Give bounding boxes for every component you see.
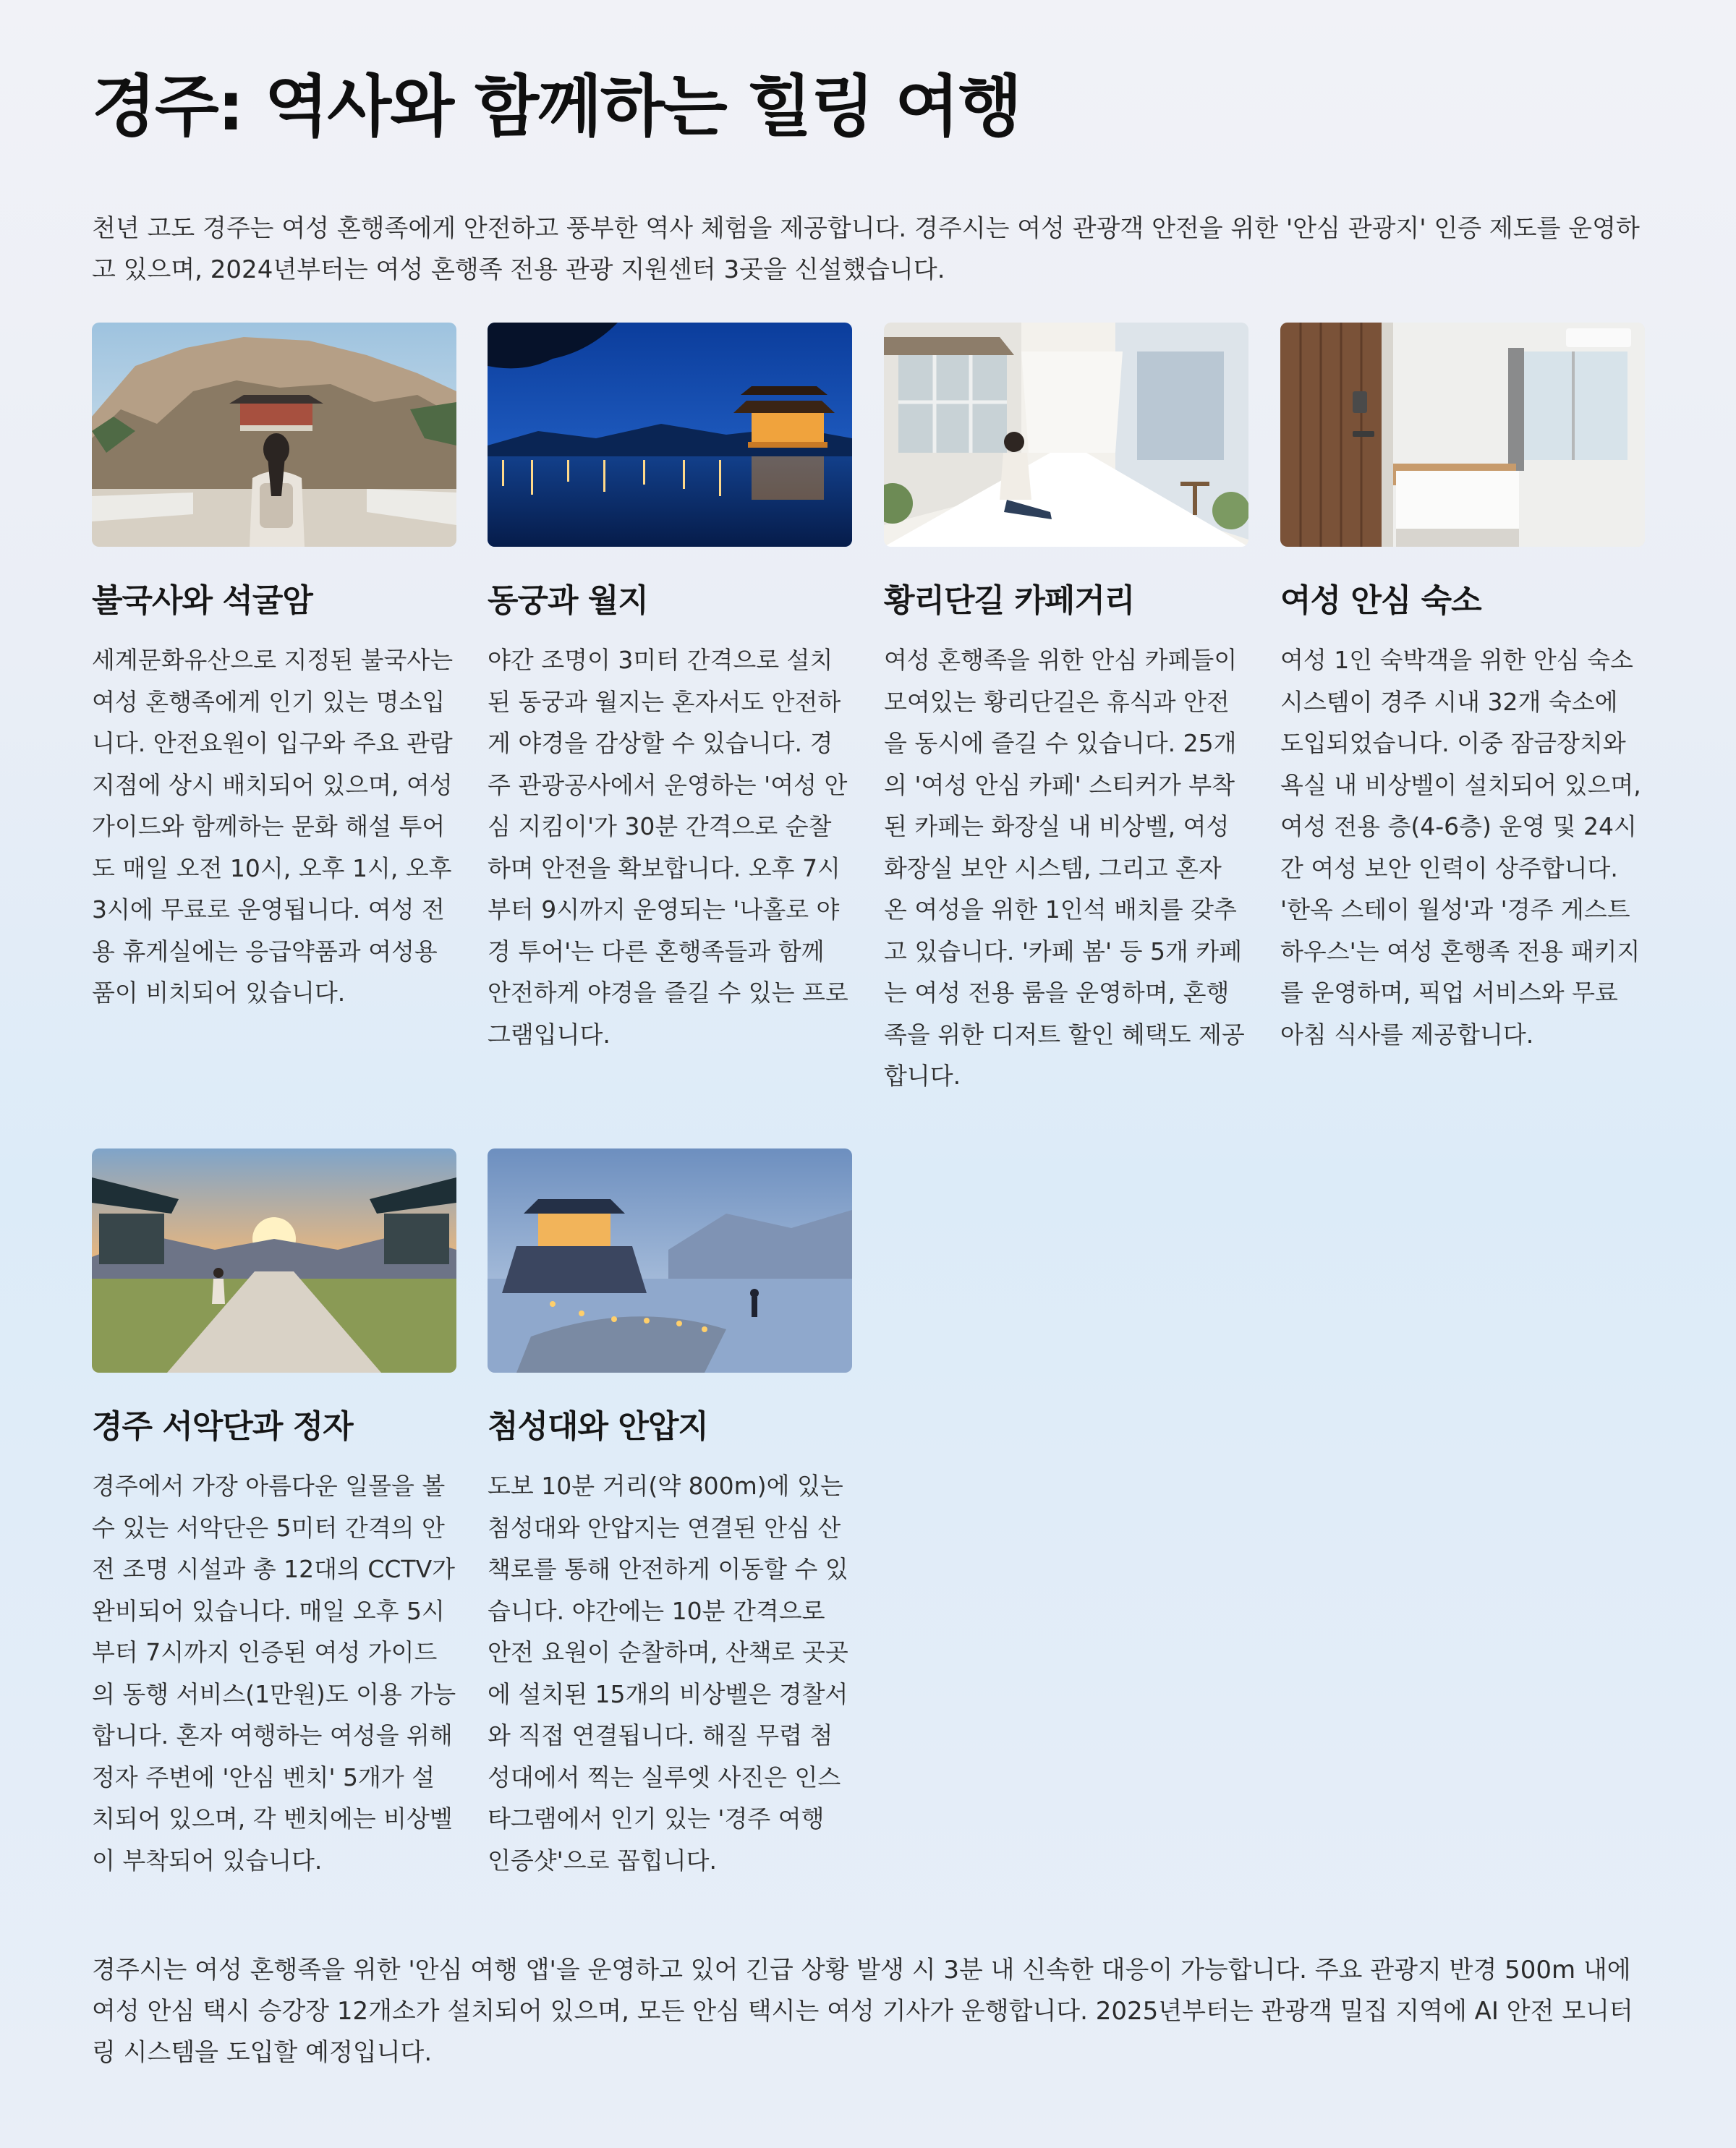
card-body: 도보 10분 거리(약 800m)에 있는 첨성대와 안압지는 연결된 안심 산책로를 통해 안전하게 이동할 수 있습니다. 야간에는 10분 간격으로 안전 요원이 순찰하며, 산책로 곳곳에 설치된 15개의 비상벨은 경찰서와 직접 연결됩니다. 해질 무렵 첨성대에서 찍는 실루엣 사진은 인스타그램에서 인기 있는 '경주 여행 인증샷'으로 꼽힙니다.: [488, 1472, 848, 1875]
intro-paragraph: 천년 고도 경주는 여성 혼행족에게 안전하고 풍부한 역사 체험을 제공합니다. 경주시는 여성 관광객 안전을 위한 '안심 관광지' 인증 제도를 운영하고 있으며, 2024년부터는 여성 혼행족 전용 관광 지원센터 3곳을 신설했습니다.: [92, 214, 1640, 284]
card-body: 경주에서 가장 아름다운 일몰을 볼 수 있는 서악단은 5미터 간격의 안전 조명 시설과 총 12대의 CCTV가 완비되어 있습니다. 매일 오후 5시부터 7시까지 인증된 여성 가이드의 동행 서비스(1만원)도 이용 가능합니다. 혼자 여행하는 여성을 위해 정자 주변에 '안심 벤치' 5개가 설치되어 있으며, 각 벤치에는 비상벨이 부착되어 있습니다.: [92, 1472, 456, 1875]
card-donggung-wolji: [488, 323, 852, 1055]
card-seoakdan: [92, 1148, 456, 1881]
photo-bulguksa: [92, 323, 456, 547]
photo-hwangridan-gil: [884, 323, 1248, 547]
card-heading: 황리단길 카페거리: [884, 582, 1135, 619]
card-hwangridan-gil: [884, 323, 1248, 1097]
card-safe-accommodation: [1280, 323, 1645, 1055]
card-body: 세계문화유산으로 지정된 불국사는 여성 혼행족에게 인기 있는 명소입니다. 안전요원이 입구와 주요 관람 지점에 상시 배치되어 있으며, 여성 가이드와 함께하는 문화 해설 투어도 매일 오전 10시, 오후 1시, 오후 3시에 무료로 운영됩니다. 여성 전용 휴게실에는 응급약품과 여성용품이 비치되어 있습니다.: [92, 646, 454, 1007]
closing-paragraph: 경주시는 여성 혼행족을 위한 '안심 여행 앱'을 운영하고 있어 긴급 상황 발생 시 3분 내 신속한 대응이 가능합니다. 주요 관광지 반경 500m 내에 여성 안심 택시 승강장 12개소가 설치되어 있으며, 모든 안심 택시는 여성 기사가 운행합니다. 2025년부터는 관광객 밀집 지역에 AI 안전 모니터링 시스템을 도입할 예정입니다.: [92, 1956, 1633, 2067]
photo-safe-accommodation: [1280, 323, 1645, 547]
card-body: 여성 혼행족을 위한 안심 카페들이 모여있는 황리단길은 휴식과 안전을 동시에 즐길 수 있습니다. 25개의 '여성 안심 카페' 스티커가 부착된 카페는 화장실 내 비상벨, 여성 화장실 보안 시스템, 그리고 혼자 온 여성을 위한 1인석 배치를 갖추고 있습니다. '카페 봄' 등 5개 카페는 여성 전용 룸을 운영하며, 혼행족을 위한 디저트 할인 혜택도 제공합니다.: [884, 646, 1245, 1090]
card-heading: 경주 서악단과 정자: [92, 1408, 353, 1445]
page-title: 경주: 역사와 함께하는 힐링 여행: [92, 68, 1021, 145]
card-bulguksa: [92, 323, 456, 1014]
card-cheomseongdae-anapji: [488, 1148, 852, 1881]
photo-cheomseongdae-anapji: [488, 1148, 852, 1373]
card-heading: 불국사와 석굴암: [92, 582, 312, 619]
card-body: 야간 조명이 3미터 간격으로 설치된 동궁과 월지는 혼자서도 안전하게 야경을 감상할 수 있습니다. 경주 관광공사에서 운영하는 '여성 안심 지킴이'가 30분 간격으로 순찰하며 안전을 확보합니다. 오후 7시부터 9시까지 운영되는 '나홀로 야경 투어'는 다른 혼행족들과 함께 안전하게 야경을 즐길 수 있는 프로그램입니다.: [488, 646, 848, 1049]
photo-seoakdan: [92, 1148, 456, 1373]
card-heading: 첨성대와 안압지: [488, 1408, 708, 1445]
card-heading: 여성 안심 숙소: [1280, 582, 1481, 619]
card-body: 여성 1인 숙박객을 위한 안심 숙소 시스템이 경주 시내 32개 숙소에 도입되었습니다. 이중 잠금장치와 욕실 내 비상벨이 설치되어 있으며, 여성 전용 층(4-6층) 운영 및 24시간 여성 보안 인력이 상주합니다. '한옥 스테이 월성'과 '경주 게스트하우스'는 여성 혼행족 전용 패키지를 운영하며, 픽업 서비스와 무료 아침 식사를 제공합니다.: [1280, 646, 1641, 1049]
card-heading: 동궁과 월지: [488, 582, 648, 619]
photo-donggung-wolji: [488, 323, 852, 547]
